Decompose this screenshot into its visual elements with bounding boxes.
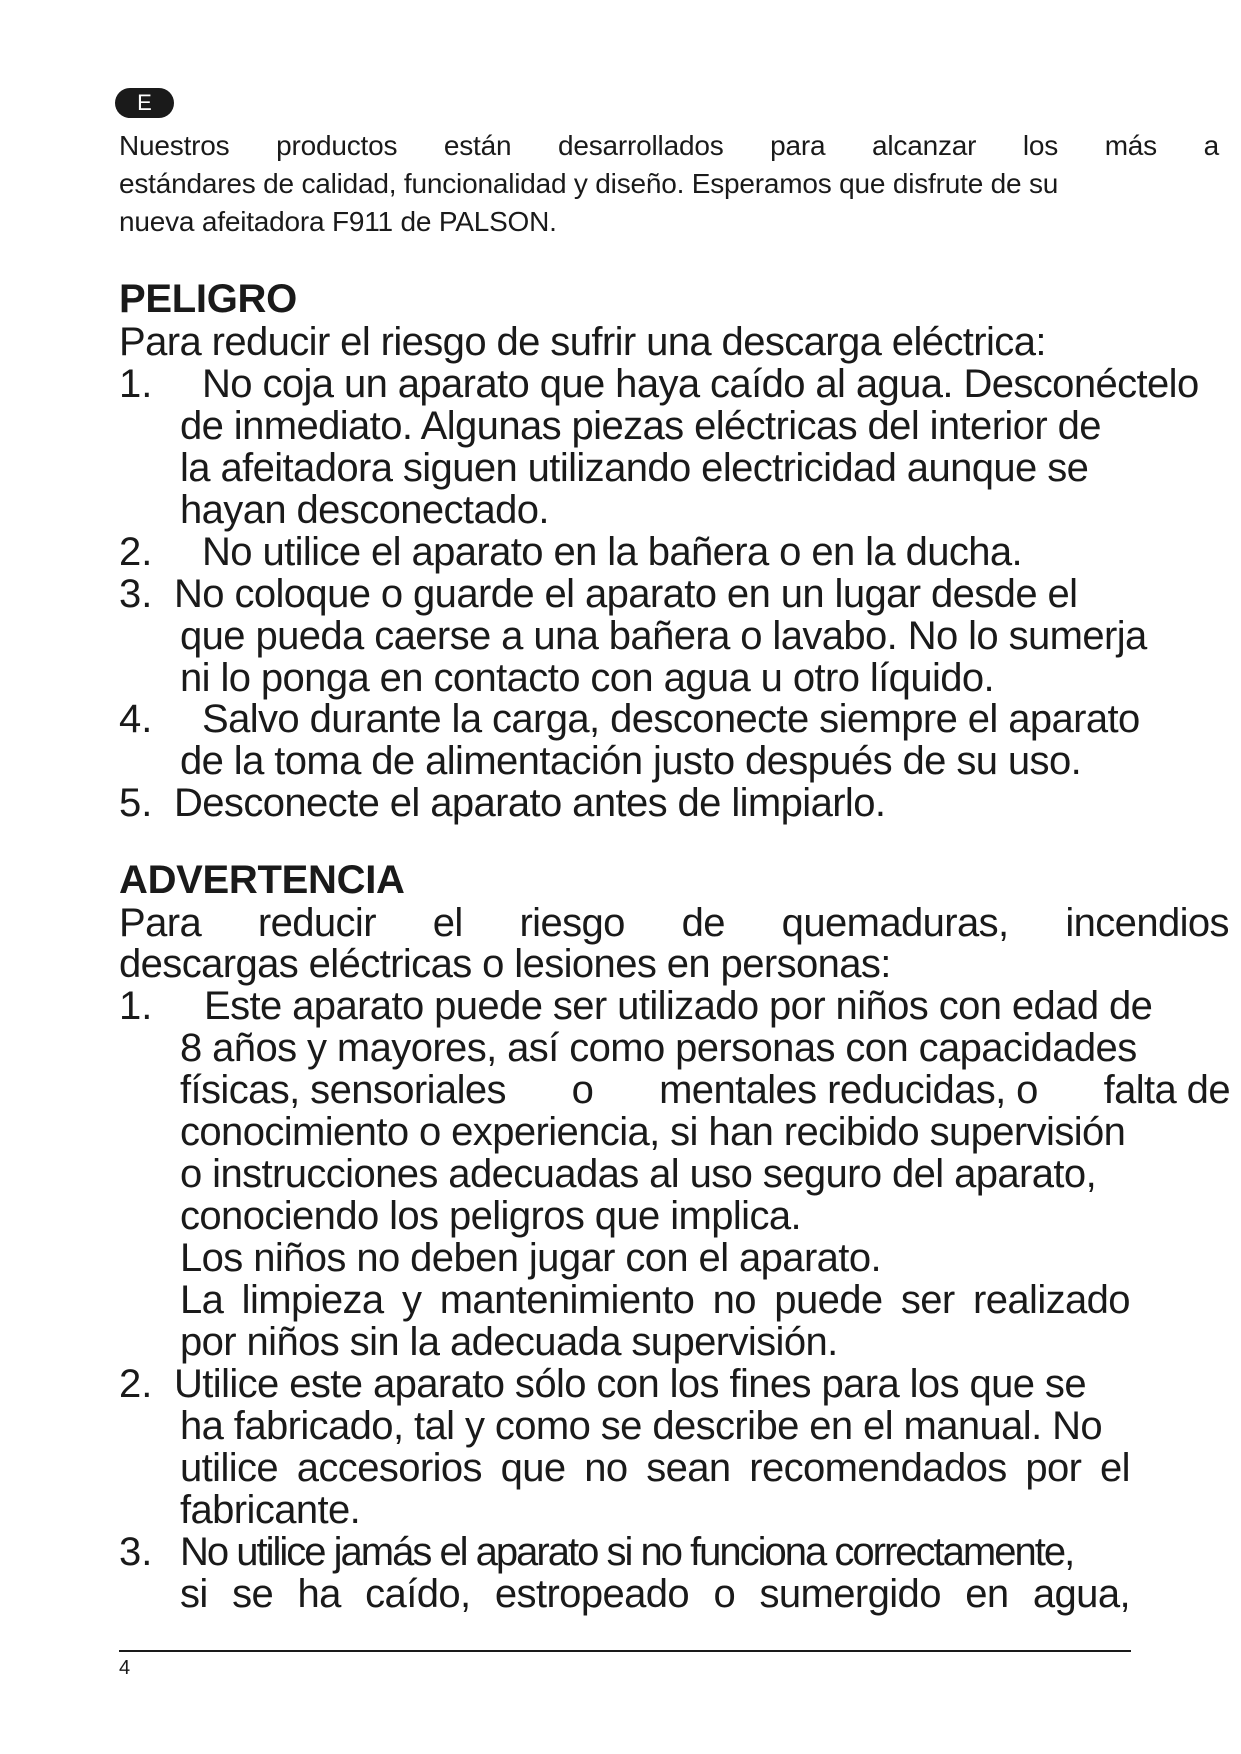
advertencia-item-1-line-1: Este aparato puede ser utilizado por niños con edad de: [204, 984, 1153, 1028]
advertencia-item-2-number: 2.: [119, 1362, 153, 1406]
peligro-item-1-line-3: la afeitadora siguen utilizando electricidad aunque se: [180, 446, 1089, 490]
peligro-item-3-number: 3.: [119, 572, 153, 616]
intro-line-3: nueva afeitadora F911 de PALSON.: [119, 206, 557, 237]
advertencia-item-1-line-7: Los niños no deben jugar con el aparato.: [180, 1236, 881, 1280]
advertencia-item-3-line-1: No utilice jamás el aparato si no funciona correctamente,: [180, 1530, 1074, 1574]
peligro-item-3-line-1: No coloque o guarde el aparato en un lugar desde el: [174, 572, 1078, 616]
intro-line-2: estándares de calidad, funcionalidad y diseño. Esperamos que disfrute de su: [119, 168, 1059, 199]
advertencia-item-2-line-3: utilice accesorios que no sean recomendados por el: [180, 1446, 1130, 1490]
advertencia-item-2-line-4: fabricante.: [180, 1488, 361, 1532]
advertencia-item-1-line-4: conocimiento o experiencia, si han recibido supervisión: [180, 1110, 1126, 1154]
peligro-item-1-line-1: No coja un aparato que haya caído al agua. Desconéctelo: [202, 362, 1199, 406]
peligro-item-2-number: 2.: [119, 530, 153, 574]
peligro-lead: Para reducir el riesgo de sufrir una descarga eléctrica:: [119, 320, 1046, 364]
advertencia-lead-line-2: descargas eléctricas o lesiones en personas:: [119, 942, 891, 986]
advertencia-item-1-line-5: o instrucciones adecuadas al uso seguro del aparato,: [180, 1152, 1097, 1196]
advertencia-item-3-number: 3.: [119, 1530, 153, 1574]
footer-rule: [119, 1650, 1131, 1652]
peligro-item-2-line-1: No utilice el aparato en la bañera o en la ducha.: [202, 530, 1023, 574]
advertencia-lead-line-1: Para reducir el riesgo de quemaduras, incendios: [119, 901, 1229, 945]
advertencia-item-3-line-2: si se ha caído, estropeado o sumergido en agua,: [180, 1572, 1130, 1616]
advertencia-item-2-line-2: ha fabricado, tal y como se describe en el manual. No: [180, 1404, 1103, 1448]
advertencia-item-1-line-8: La limpieza y mantenimiento no puede ser realizado: [180, 1278, 1130, 1322]
peligro-item-3-line-2: que pueda caerse a una bañera o lavabo. No lo sumerja: [180, 614, 1147, 658]
intro-line-1: Nuestros productos están desarrollados para alcanzar los más a: [119, 130, 1219, 161]
advertencia-item-2-line-1: Utilice este aparato sólo con los fines para los que se: [174, 1362, 1086, 1406]
peligro-item-1-number: 1.: [119, 362, 153, 406]
peligro-item-3-line-3: ni lo ponga en contacto con agua u otro líquido.: [180, 656, 995, 700]
advertencia-item-1-line-3: físicas, sensoriales o mentales reducidas, o falta de: [180, 1068, 1230, 1112]
peligro-item-4-line-2: de la toma de alimentación justo después de su uso.: [180, 739, 1082, 783]
peligro-item-1-line-2: de inmediato. Algunas piezas eléctricas del interior de: [180, 404, 1101, 448]
peligro-item-1-line-4: hayan desconectado.: [180, 488, 549, 532]
peligro-item-4-line-1: Salvo durante la carga, desconecte siempre el aparato: [202, 697, 1140, 741]
peligro-heading: PELIGRO: [119, 277, 297, 321]
advertencia-heading: ADVERTENCIA: [119, 858, 405, 902]
peligro-item-5-line-1: Desconecte el aparato antes de limpiarlo.: [174, 781, 886, 825]
advertencia-item-1-line-2: 8 años y mayores, así como personas con capacidades: [180, 1026, 1137, 1070]
advertencia-item-1-line-9: por niños sin la adecuada supervisión.: [180, 1320, 838, 1364]
advertencia-item-1-line-6: conociendo los peligros que implica.: [180, 1194, 801, 1238]
page-number: 4: [119, 1657, 131, 1679]
peligro-item-5-number: 5.: [119, 781, 153, 825]
peligro-item-4-number: 4.: [119, 697, 153, 741]
advertencia-item-1-number: 1.: [119, 984, 153, 1028]
language-badge: E: [115, 88, 174, 118]
